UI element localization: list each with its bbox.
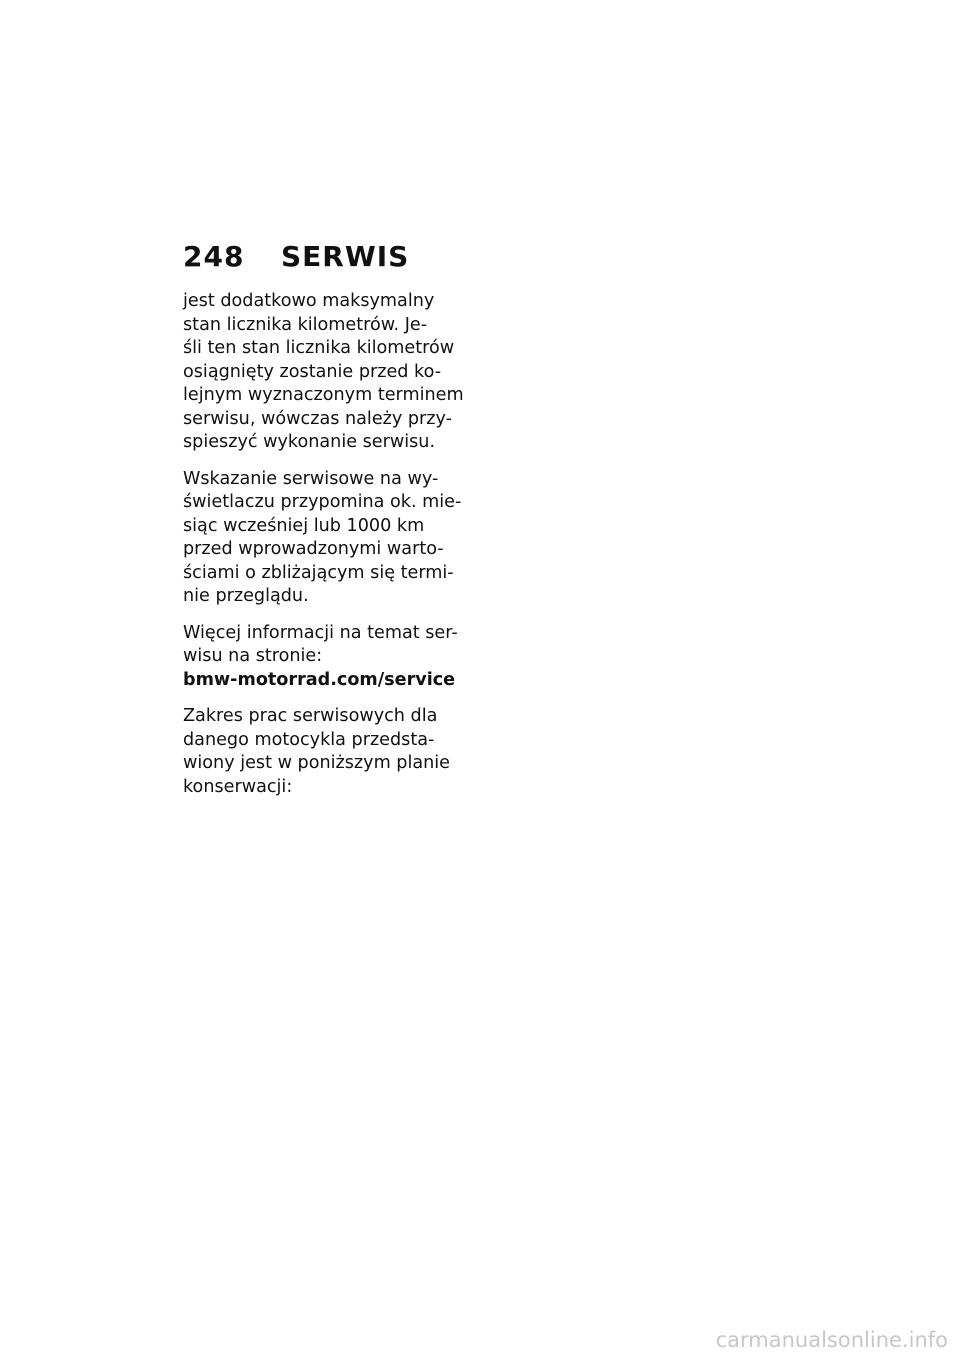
service-url-link[interactable]: bmw-motorrad.com/service xyxy=(183,669,456,690)
text-line: serwisu, wówczas należy przy- xyxy=(183,408,452,429)
body-text xyxy=(183,290,464,812)
text-line: jest dodatkowo maksymalny xyxy=(183,291,435,311)
text-line: wiony jest w poniższym planie xyxy=(183,753,450,773)
text-line: wisu na stronie: xyxy=(183,646,323,666)
text-line: stan licznika kilometrów. Je- xyxy=(183,314,428,335)
text-line: przed wprowadzonymi warto- xyxy=(183,539,444,559)
text-line: Wskazanie serwisowe na wy- xyxy=(183,468,439,489)
paragraph-mileage xyxy=(183,290,464,455)
paragraph-service-indicator xyxy=(183,468,462,609)
text-line: danego motocykla przedsta- xyxy=(183,729,435,750)
page-number: 248 xyxy=(183,240,245,273)
text-line: lejnym wyznaczonym terminem xyxy=(183,385,464,405)
text-line: Zakres prac serwisowych dla xyxy=(183,706,438,726)
paragraph-maintenance-scope xyxy=(183,705,455,799)
paragraph-more-info xyxy=(183,622,458,693)
watermark: carmanualsonline.info xyxy=(715,1328,948,1352)
text-line: ściami o zbliżającym się termi- xyxy=(183,562,454,583)
page-header xyxy=(183,240,409,273)
text-line: spieszyć wykonanie serwisu. xyxy=(183,432,436,452)
text-line: siąc wcześniej lub 1000 km xyxy=(183,515,425,536)
text-line: Więcej informacji na temat ser- xyxy=(183,622,458,643)
text-line: konserwacji: xyxy=(183,776,293,797)
text-line: świetlaczu przypomina ok. mie- xyxy=(183,492,462,512)
text-line: śli ten stan licznika kilometrów xyxy=(183,338,455,358)
text-line: nie przeglądu. xyxy=(183,586,309,606)
section-title: SERWIS xyxy=(281,240,410,273)
text-line: osiągnięty zostanie przed ko- xyxy=(183,361,442,382)
